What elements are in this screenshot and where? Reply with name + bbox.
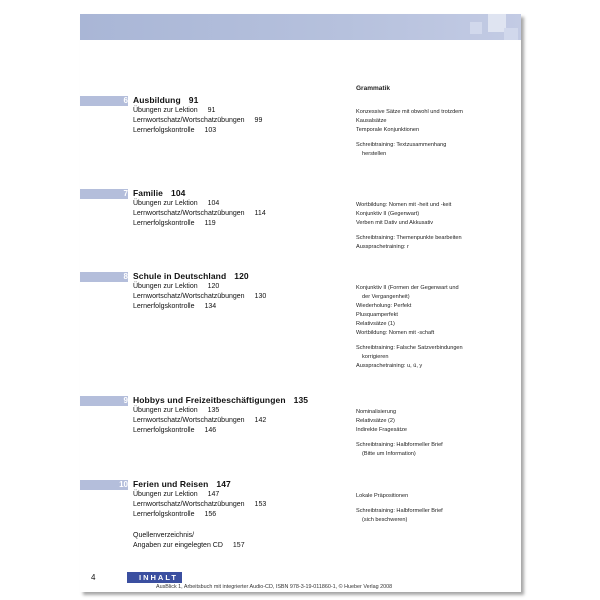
toc-row[interactable]: Lernerfolgskontrolle 103 <box>133 127 217 134</box>
grammar-item: Schreibtraining: Textzusammenhang <box>356 142 447 148</box>
toc-row[interactable]: Lernwortschatz/Wortschatzübungen 130 <box>133 293 267 300</box>
chapter-bar <box>80 96 128 106</box>
chapter-number: 7 <box>123 189 128 198</box>
chapter-title[interactable]: Familie 104 <box>133 188 186 198</box>
grammar-item: Schreibtraining: Halbformeller Brief <box>356 508 443 514</box>
toc-row[interactable]: Übungen zur Lektion 91 <box>133 107 216 114</box>
toc-row[interactable]: Übungen zur Lektion 147 <box>133 491 220 498</box>
grammar-item: Lokale Präpositionen <box>356 493 409 499</box>
toc-row[interactable]: Übungen zur Lektion 104 <box>133 200 220 207</box>
book-page <box>80 14 521 592</box>
chapter-page: 147 <box>216 479 231 489</box>
chapter-page: 120 <box>234 271 249 281</box>
chapter-title[interactable]: Hobbys und Freizeitbeschäftigungen 135 <box>133 395 309 405</box>
toc-row[interactable]: Lernerfolgskontrolle 134 <box>133 303 217 310</box>
footer-section-label: INHALT <box>127 572 182 583</box>
chapter-number: 10 <box>119 480 128 489</box>
grammar-item: Nominalisierung <box>356 409 397 415</box>
grammar-item: Temporale Konjunktionen <box>356 127 420 133</box>
grammar-item: Wortbildung: Nomen mit -heit und -keit <box>356 202 452 208</box>
grammar-item: der Vergangenheit) <box>362 294 410 300</box>
grammar-item: Konzessive Sätze mit obwohl und trotzdem <box>356 109 463 115</box>
chapter-title[interactable]: Schule in Deutschland 120 <box>133 271 249 281</box>
chapter-bar <box>80 396 128 406</box>
grammar-item: Aussprachetraining: u, ü, y <box>356 363 423 369</box>
chapter-number: 9 <box>123 396 128 405</box>
header-decoration <box>470 22 482 34</box>
footer-credit: AusBlick 1, Arbeitsbuch mit integrierter Audio-CD, ISBN 978-3-19-011860-1, © Hueber Verlag 2008 <box>156 584 393 590</box>
grammar-item: Konjunktiv II (Formen der Gegenwart und <box>356 285 459 291</box>
grammar-item: Relativsätze (1) <box>356 321 395 327</box>
chapter-number: 8 <box>123 272 128 281</box>
chapter-page: 135 <box>293 395 309 405</box>
grammar-item: Aussprachetraining: r <box>356 244 409 250</box>
grammar-item: Kausalsätze <box>356 118 387 124</box>
toc-row[interactable]: Lernwortschatz/Wortschatzübungen 99 <box>133 117 263 124</box>
chapter-title[interactable]: Ausbildung 91 <box>133 95 199 105</box>
grammar-item: Verben mit Dativ und Akkusativ <box>356 220 434 226</box>
toc-row[interactable]: Lernwortschatz/Wortschatzübungen 153 <box>133 501 267 508</box>
grammar-item: Relativsätze (2) <box>356 418 395 424</box>
header-band <box>80 14 521 40</box>
chapter-title[interactable]: Ferien und Reisen 147 <box>133 479 231 489</box>
grammar-item: Plusquamperfekt <box>356 312 398 318</box>
grammar-item: korrigieren <box>362 354 389 360</box>
toc-row[interactable]: Lernwortschatz/Wortschatzübungen 114 <box>133 210 266 217</box>
grammar-item: Schreibtraining: Themenpunkte bearbeiten <box>356 235 462 241</box>
toc-row[interactable]: Lernwortschatz/Wortschatzübungen 142 <box>133 417 267 424</box>
grammar-item: (sich beschweren) <box>362 517 408 523</box>
toc-row[interactable]: Lernerfolgskontrolle 156 <box>133 511 217 518</box>
footer-page-number: 4 <box>91 573 96 582</box>
header-decoration <box>504 28 518 40</box>
chapter-bar <box>80 189 128 199</box>
grammar-item: Konjunktiv II (Gegenwart) <box>356 211 420 217</box>
chapter-page: 104 <box>171 188 186 198</box>
toc-row[interactable]: Lernerfolgskontrolle 146 <box>133 427 217 434</box>
toc-row[interactable]: Lernerfolgskontrolle 119 <box>133 220 216 227</box>
grammar-item: Indirekte Fragesätze <box>356 427 407 433</box>
grammar-item: Wortbildung: Nomen mit -schaft <box>356 330 435 336</box>
grammar-item: Wiederholung: Perfekt <box>356 303 412 309</box>
chapter-bar <box>80 272 128 282</box>
grammar-item: Schreibtraining: Halbformeller Brief <box>356 442 443 448</box>
toc-row[interactable]: Übungen zur Lektion 120 <box>133 283 220 290</box>
chapter-page: 91 <box>188 95 199 105</box>
grammar-item: Schreibtraining: Falsche Satzverbindungen <box>356 345 463 351</box>
grammar-item: (Bitte um Information) <box>362 451 416 457</box>
grammar-column-heading: Grammatik <box>356 85 390 92</box>
grammar-item: herstellen <box>362 151 387 157</box>
toc-row[interactable]: Übungen zur Lektion 135 <box>133 407 220 414</box>
appendix-line[interactable]: Quellenverzeichnis/ <box>133 532 195 539</box>
chapter-number: 6 <box>123 96 128 105</box>
appendix-line[interactable]: Angaben zur eingelegten CD 157 <box>133 542 245 549</box>
